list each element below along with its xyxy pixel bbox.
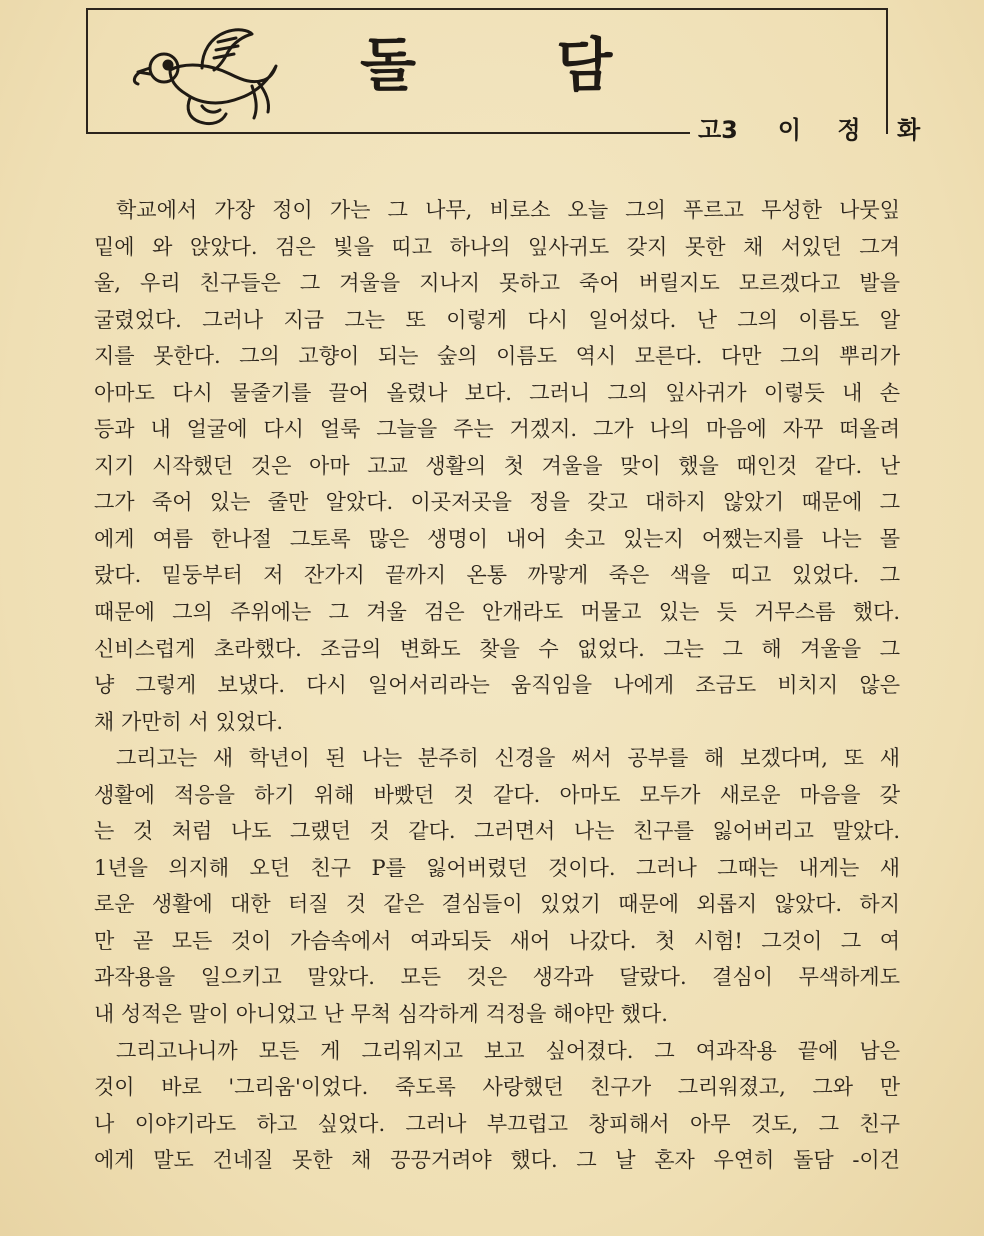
text-line: 지를 못한다. 그의 고향이 되는 숲의 이름도 역시 모른다. 다만 그의 뿌리가 [94,344,900,369]
title-underline [86,132,690,134]
text-line: 로운 생활에 대한 터질 것 같은 결심들이 있었기 때문에 외롭지 않았다. 하지 [94,892,900,917]
bird-illustration-icon [130,22,280,130]
text-line: 때문에 그의 주위에는 그 겨울 검은 안개라도 머물고 있는 듯 거무스름 했다. [94,600,900,625]
text-line: 에게 여름 한나절 그토록 많은 생명이 내어 솟고 있는지 어쨌는지를 나는 몰 [94,526,900,551]
text-line: 신비스럽게 초라했다. 조금의 변화도 찾을 수 없었다. 그는 그 해 겨울을 그 [94,636,900,661]
text-line: 는 것 처럼 나도 그랬던 것 같다. 그러면서 나는 친구를 잃어버리고 말았다. [94,819,900,844]
text-line: 학교에서 가장 정이 가는 그 나무, 비로소 오늘 그의 푸르고 무성한 나뭇잎 [116,198,900,222]
text-line: 그가 죽어 있는 줄만 알았다. 이곳저곳을 정을 갖고 대하지 않았기 때문에 그 [94,490,900,515]
text-line: 그리고는 새 학년이 된 나는 분주히 신경을 써서 공부를 해 보겠다며, 또 새 [116,746,900,771]
text-line: 1년을 의지해 오던 친구 P를 잃어버렸던 것이다. 그러나 그때는 내게는 새 [94,855,900,880]
text-line: 울, 우리 친구들은 그 겨울을 지나지 못하고 죽어 버릴지도 모르겠다고 발을 [94,271,900,296]
article-body [94,192,900,1179]
text-line: 그리고나니까 모든 게 그리워지고 보고 싶어졌다. 그 여과작용 끝에 남은 [116,1038,900,1063]
text-line: 에게 말도 건네질 못한 채 끙끙거려야 했다. 그 날 혼자 우연히 돌담 -이건 [94,1148,900,1173]
author-name: 이 정 화 [777,116,935,144]
text-line: 만 곧 모든 것이 가슴속에서 여과되듯 새어 나갔다. 첫 시험! 그것이 그 여 [94,928,900,953]
text-line: 생활에 적응을 하기 위해 바빴던 것 같다. 아마도 모두가 새로운 마음을 갖 [94,782,900,807]
text-line: 지기 시작했던 것은 아마 고교 생활의 첫 겨울을 맞이 했을 때인것 같다. 난 [94,453,900,478]
text-line: 것이 바로 '그리움'이었다. 죽도록 사랑했던 친구가 그리워졌고, 그와 만 [94,1075,900,1100]
author-grade: 고3 [698,116,738,144]
text-line: 등과 내 얼굴에 다시 얼룩 그늘을 주는 거겠지. 그가 나의 마음에 자꾸 떠올려 [94,417,900,442]
text-line: 아마도 다시 물줄기를 끌어 올렸나 보다. 그러니 그의 잎사귀가 이렇듯 내 손 [94,380,900,405]
text-line: 굴렸었다. 그러나 지금 그는 또 이렇게 다시 일어섰다. 난 그의 이름도 알 [94,307,900,332]
byline [698,114,934,146]
text-line: 냥 그렇게 보냈다. 다시 일어서리라는 움직임을 나에게 조금도 비치지 않은 [94,673,900,698]
text-line: 밑에 와 앉았다. 검은 빛을 띠고 하나의 잎사귀도 갖지 못한 채 서있던 그겨 [94,234,900,259]
text-line: 채 가만히 서 있었다. [94,709,283,734]
text-line: 내 성적은 말이 아니었고 난 무척 심각하게 걱정을 해야만 했다. [94,1002,668,1027]
text-line: 나 이야기라도 하고 싶었다. 그러나 부끄럽고 창피해서 아무 것도, 그 친구 [94,1111,900,1136]
article-title: 돌 담 [360,31,673,99]
text-line: 랐다. 밑둥부터 저 잔가지 끝까지 온통 까맣게 죽은 색을 띠고 있었다. 그 [94,563,900,588]
text-line: 과작용을 일으키고 말았다. 모든 것은 생각과 달랐다. 결심이 무색하게도 [94,965,900,990]
